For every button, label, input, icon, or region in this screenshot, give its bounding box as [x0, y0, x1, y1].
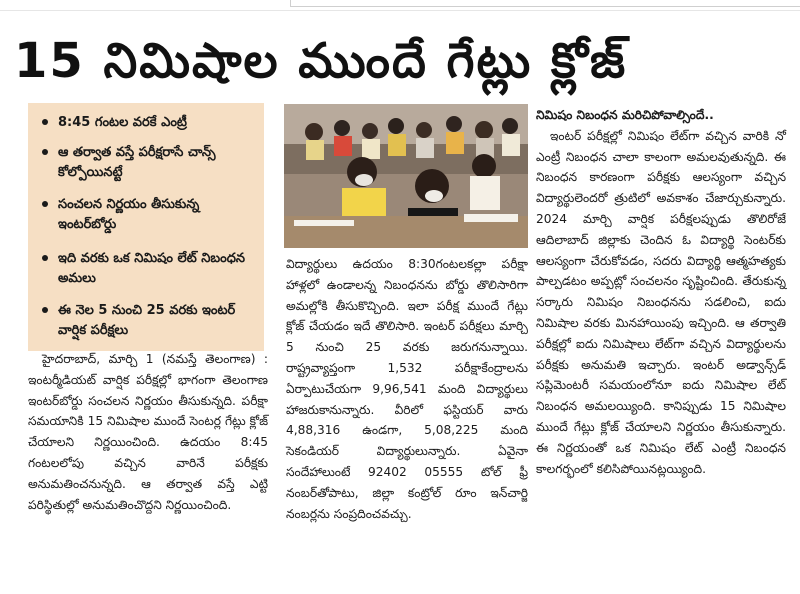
highlight-item: ఆ తర్వాత వస్తే పరీక్షరాసే చాన్స్ కోల్పోయినట్టే [42, 143, 257, 183]
article-column-3 [536, 105, 786, 479]
bullet-icon [42, 201, 48, 207]
highlight-item: ఈ నెల 5 నుంచి 25 వరకు ఇంటర్ వార్షిక పరీక్షలు [42, 301, 257, 341]
headline: 15 నిమిషాల ముందే గేట్లు క్లోజ్ [14, 33, 628, 89]
students-writing-exam-icon [284, 104, 528, 248]
body-paragraph: విద్యార్థులు ఉదయం 8:30గంటలకల్లా పరీక్షా హాళ్లలో ఉండాలన్న నిబంధనను బోర్డు తొలిసారిగా అమల్లోకి తీసుకొచ్చింది. ఇలా పరీక్ష ముందే గేట్లు క్లోజ్ చేయడం ఇదే తొలిసారి. ఇంటర్ పరీక్షలు మార్చి 5 నుంచి 25 వరకు జరుగనున్నాయి. రాష్ట్రవ్యాప్తంగా 1,532 పరీక్షాకేంద్రాలను ఏర్పాటుచేయగా 9,96,541 మంది విద్యార్థులు హాజరుకానున్నారు. వీరిలో ఫస్టియర్ వారు 4,88,316 ఉండగా, 5,08,225 మంది సెకండియర్ విద్యార్థులున్నారు. ఏవైనా సందేహాలుంటే 92402 05555 టోల్ ఫ్రీ నంబర్‌తోపాటు, జిల్లా కంట్రోల్ రూం ఇన్‌చార్జి నంబర్లను సంప్రదించవచ్చు. [286, 257, 528, 521]
bullet-icon [42, 255, 48, 261]
highlight-item: సంచలన నిర్ణయం తీసుకున్న ఇంటర్‌బోర్డు [42, 195, 257, 235]
body-paragraph: ఇంటర్ పరీక్షల్లో నిమిషం లేట్‌గా వచ్చిన వారికి నో ఎంట్రీ నిబంధన చాలా కాలంగా అమలవుతున్నది. ఈ నిబంధన కారణంగా పరీక్షకు ఆలస్యంగా వచ్చిన విద్యార్థులెందరో త్రుటిలో అవకాశం చేజార్చుకున్నారు. 2024 మార్చి వార్షిక పరీక్షలప్పుడు తొలిరోజే ఆదిలాబాద్ జిల్లాకు చెందిన ఓ విద్యార్థి సెంటర్‌కు ఆలస్యంగా చేరుకోవడం, సదరు విద్యార్థి ఆత్మహత్యకు పాల్పడటం అప్పట్లో సంచలనం సృష్టించింది. తేరుకున్న సర్కారు నిమిషం నిబంధనను సడలించి, ఐదు నిమిషాల వరకు మినహాయింపు ఇచ్చింది. ఆ తర్వాతి పరీక్షల్లో ఐదు నిమిషాలు లేట్‌గా వచ్చిన విద్యార్థులను పరీక్షకు అనుమతి ఇచ్చారు. ఇంటర్ అడ్వాన్స్‌డ్ సప్లిమెంటరీ సమయంలోనూ ఐదు నిమిషాల లేట్ నిబంధన అమలయ్యింది. కానిప్పుడు 15 నిమిషాల ముందే గేట్లు క్లోజ్ చేయాలని నిర్ణయం తీసుకున్నారు. ఈ నిర్ణయంతో ఒక నిమిషం లేట్ ఎంట్రీ నిబంధన కాలగర్భంలో కలిసిపోయినట్లయ్యింది. [536, 128, 786, 476]
highlight-item: ఇది వరకు ఒక నిమిషం లేట్ నిబంధన అమలు [42, 249, 257, 289]
subheading: నిమిషం నిబంధన మరిచిపోవాల్సిందే.. [536, 108, 714, 122]
article-column-1 [28, 349, 268, 515]
bullet-icon [42, 149, 48, 155]
body-paragraph: హైదరాబాద్, మార్చి 1 (నమస్తే తెలంగాణ) : ఇంటర్మీడియట్ వార్షిక పరీక్షల్లో భాగంగా తెలంగాణ ఇంటర్‌బోర్డు సంచలన నిర్ణయం తీసుకున్నది. పరీక్షా సమయానికి 15 నిమిషాల ముందే సెంటర్ల గేట్లు క్లోజ్ చేయాలని నిర్ణయించింది. ఉదయం 8:45 గంటలలోపు వచ్చిన వారినే పరీక్షకు అనుమతించనున్నది. ఆ తర్వాత వస్తే ఎట్టి పరిస్థితుల్లో అనుమతించొద్దని నిర్ణయించింది. [28, 352, 268, 512]
top-frame [290, 0, 800, 7]
highlights-box [28, 103, 264, 351]
exam-hall-photo [284, 104, 528, 248]
bullet-icon [42, 119, 48, 125]
page-top-rule [0, 0, 800, 11]
highlight-item: 8:45 గంటల వరకే ఎంట్రీ [42, 113, 257, 133]
article-column-2 [286, 254, 528, 524]
bullet-icon [42, 307, 48, 313]
